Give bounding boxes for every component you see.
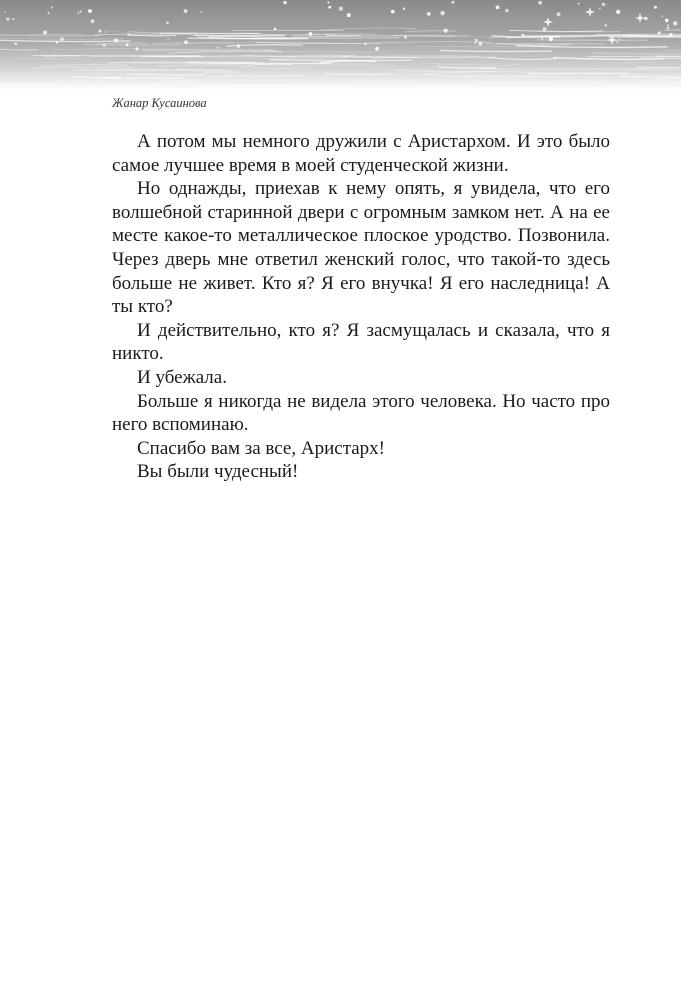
snow-dot [549, 37, 553, 41]
snow-dot [658, 31, 661, 34]
snow-dot [542, 27, 546, 31]
paragraph: А потом мы немного дружили с Аристархом. И это было самое лучшее время в моей студенческой жизни. [112, 131, 610, 176]
snow-dot [47, 12, 49, 14]
snow-dot [115, 39, 119, 43]
snow-dot [475, 39, 478, 42]
snow-dot [77, 12, 79, 14]
snow-dot [167, 39, 169, 41]
snow-dot [217, 47, 219, 49]
snow-dot [103, 44, 106, 47]
paragraph: Спасибо вам за все, Аристарх! [137, 437, 385, 459]
snow-dot [452, 1, 455, 4]
snow-dot [105, 31, 107, 33]
snow-dot [644, 17, 648, 21]
body-text [112, 130, 610, 484]
snow-dot [128, 33, 130, 35]
snow-dot [673, 21, 677, 25]
snow-dot [4, 11, 6, 13]
snow-dot [616, 41, 618, 43]
snow-dot [56, 41, 59, 44]
snow-dot [88, 9, 92, 13]
snow-dot [391, 10, 395, 14]
paragraph: И действительно, кто я? Я засмущалась и сказала, что я никто. [112, 319, 610, 365]
decorative-header-band [0, 0, 681, 90]
snow-dot [538, 1, 542, 5]
snow-dot [12, 18, 14, 20]
snow-dot [184, 9, 188, 13]
snow-dot [135, 47, 138, 50]
brush-streak [592, 53, 681, 54]
snow-dot [403, 8, 405, 10]
snow-dot [604, 24, 607, 27]
snow-dot [283, 1, 286, 4]
brush-streak [193, 85, 347, 86]
paragraph: Больше я никогда не видела этого человека. Но часто про него вспоминаю. [112, 390, 610, 436]
snow-dot [618, 39, 620, 41]
snow-dot [654, 6, 657, 9]
snow-dot [599, 8, 601, 10]
snow-dot [309, 32, 313, 36]
brush-streak [84, 44, 181, 45]
snow-dot [43, 30, 47, 34]
snow-dot [200, 11, 202, 13]
snow-dot [521, 34, 524, 37]
snow-dot [15, 42, 17, 44]
snow-dot [602, 3, 605, 6]
snow-dot [478, 41, 482, 45]
running-head-author: Жанар Кусаинова [112, 96, 207, 110]
brush-streak [194, 35, 285, 36]
snow-dot [556, 12, 560, 16]
snow-dot [98, 30, 101, 33]
snow-dot [496, 6, 500, 10]
snow-dot [6, 17, 10, 21]
snow-dot [91, 19, 95, 23]
snow-dot [347, 13, 351, 17]
paragraph: Но однажды, приехав к нему опять, я увидела, что его волшебной старинной двери с огромным замком нет. А на ее месте какое-то металлическое плоское уродство. Позвонила. Через дверь мне ответил женский голос, что такой-то здесь больше не живет. Кто я? Я его внучка! Я его наследница! А ты кто? [112, 178, 610, 318]
snow-dot [578, 3, 580, 5]
brush-streak [0, 84, 55, 85]
snow-dot [541, 38, 543, 40]
snow-dot [339, 7, 343, 11]
snow-dot [51, 6, 53, 8]
snow-dot [666, 27, 669, 30]
snow-dot [375, 47, 379, 51]
snow-dot [440, 11, 444, 15]
snow-dot [616, 10, 620, 14]
snow-dot [505, 9, 509, 13]
snow-dot [661, 15, 663, 17]
brush-streak [486, 69, 644, 70]
snow-dot [665, 19, 669, 23]
snow-dot [404, 36, 407, 39]
snow-dot [60, 37, 64, 41]
snow-dot [274, 28, 277, 31]
snow-dot [126, 43, 129, 46]
snow-dot [166, 22, 168, 24]
snow-dot [474, 42, 476, 44]
snow-dot [237, 44, 241, 48]
brush-streak [406, 85, 483, 86]
snow-dot [364, 43, 366, 45]
snow-dot [667, 24, 669, 26]
snow-dot [444, 29, 448, 33]
snow-dot [327, 1, 329, 3]
paragraph: Вы были чудесный! [137, 461, 299, 483]
paragraph: И убежала. [137, 366, 227, 388]
snow-dot [184, 40, 188, 44]
snow-dot [80, 10, 82, 12]
snow-dot [427, 12, 431, 16]
snow-dot [669, 33, 672, 36]
snow-dot [328, 6, 331, 9]
